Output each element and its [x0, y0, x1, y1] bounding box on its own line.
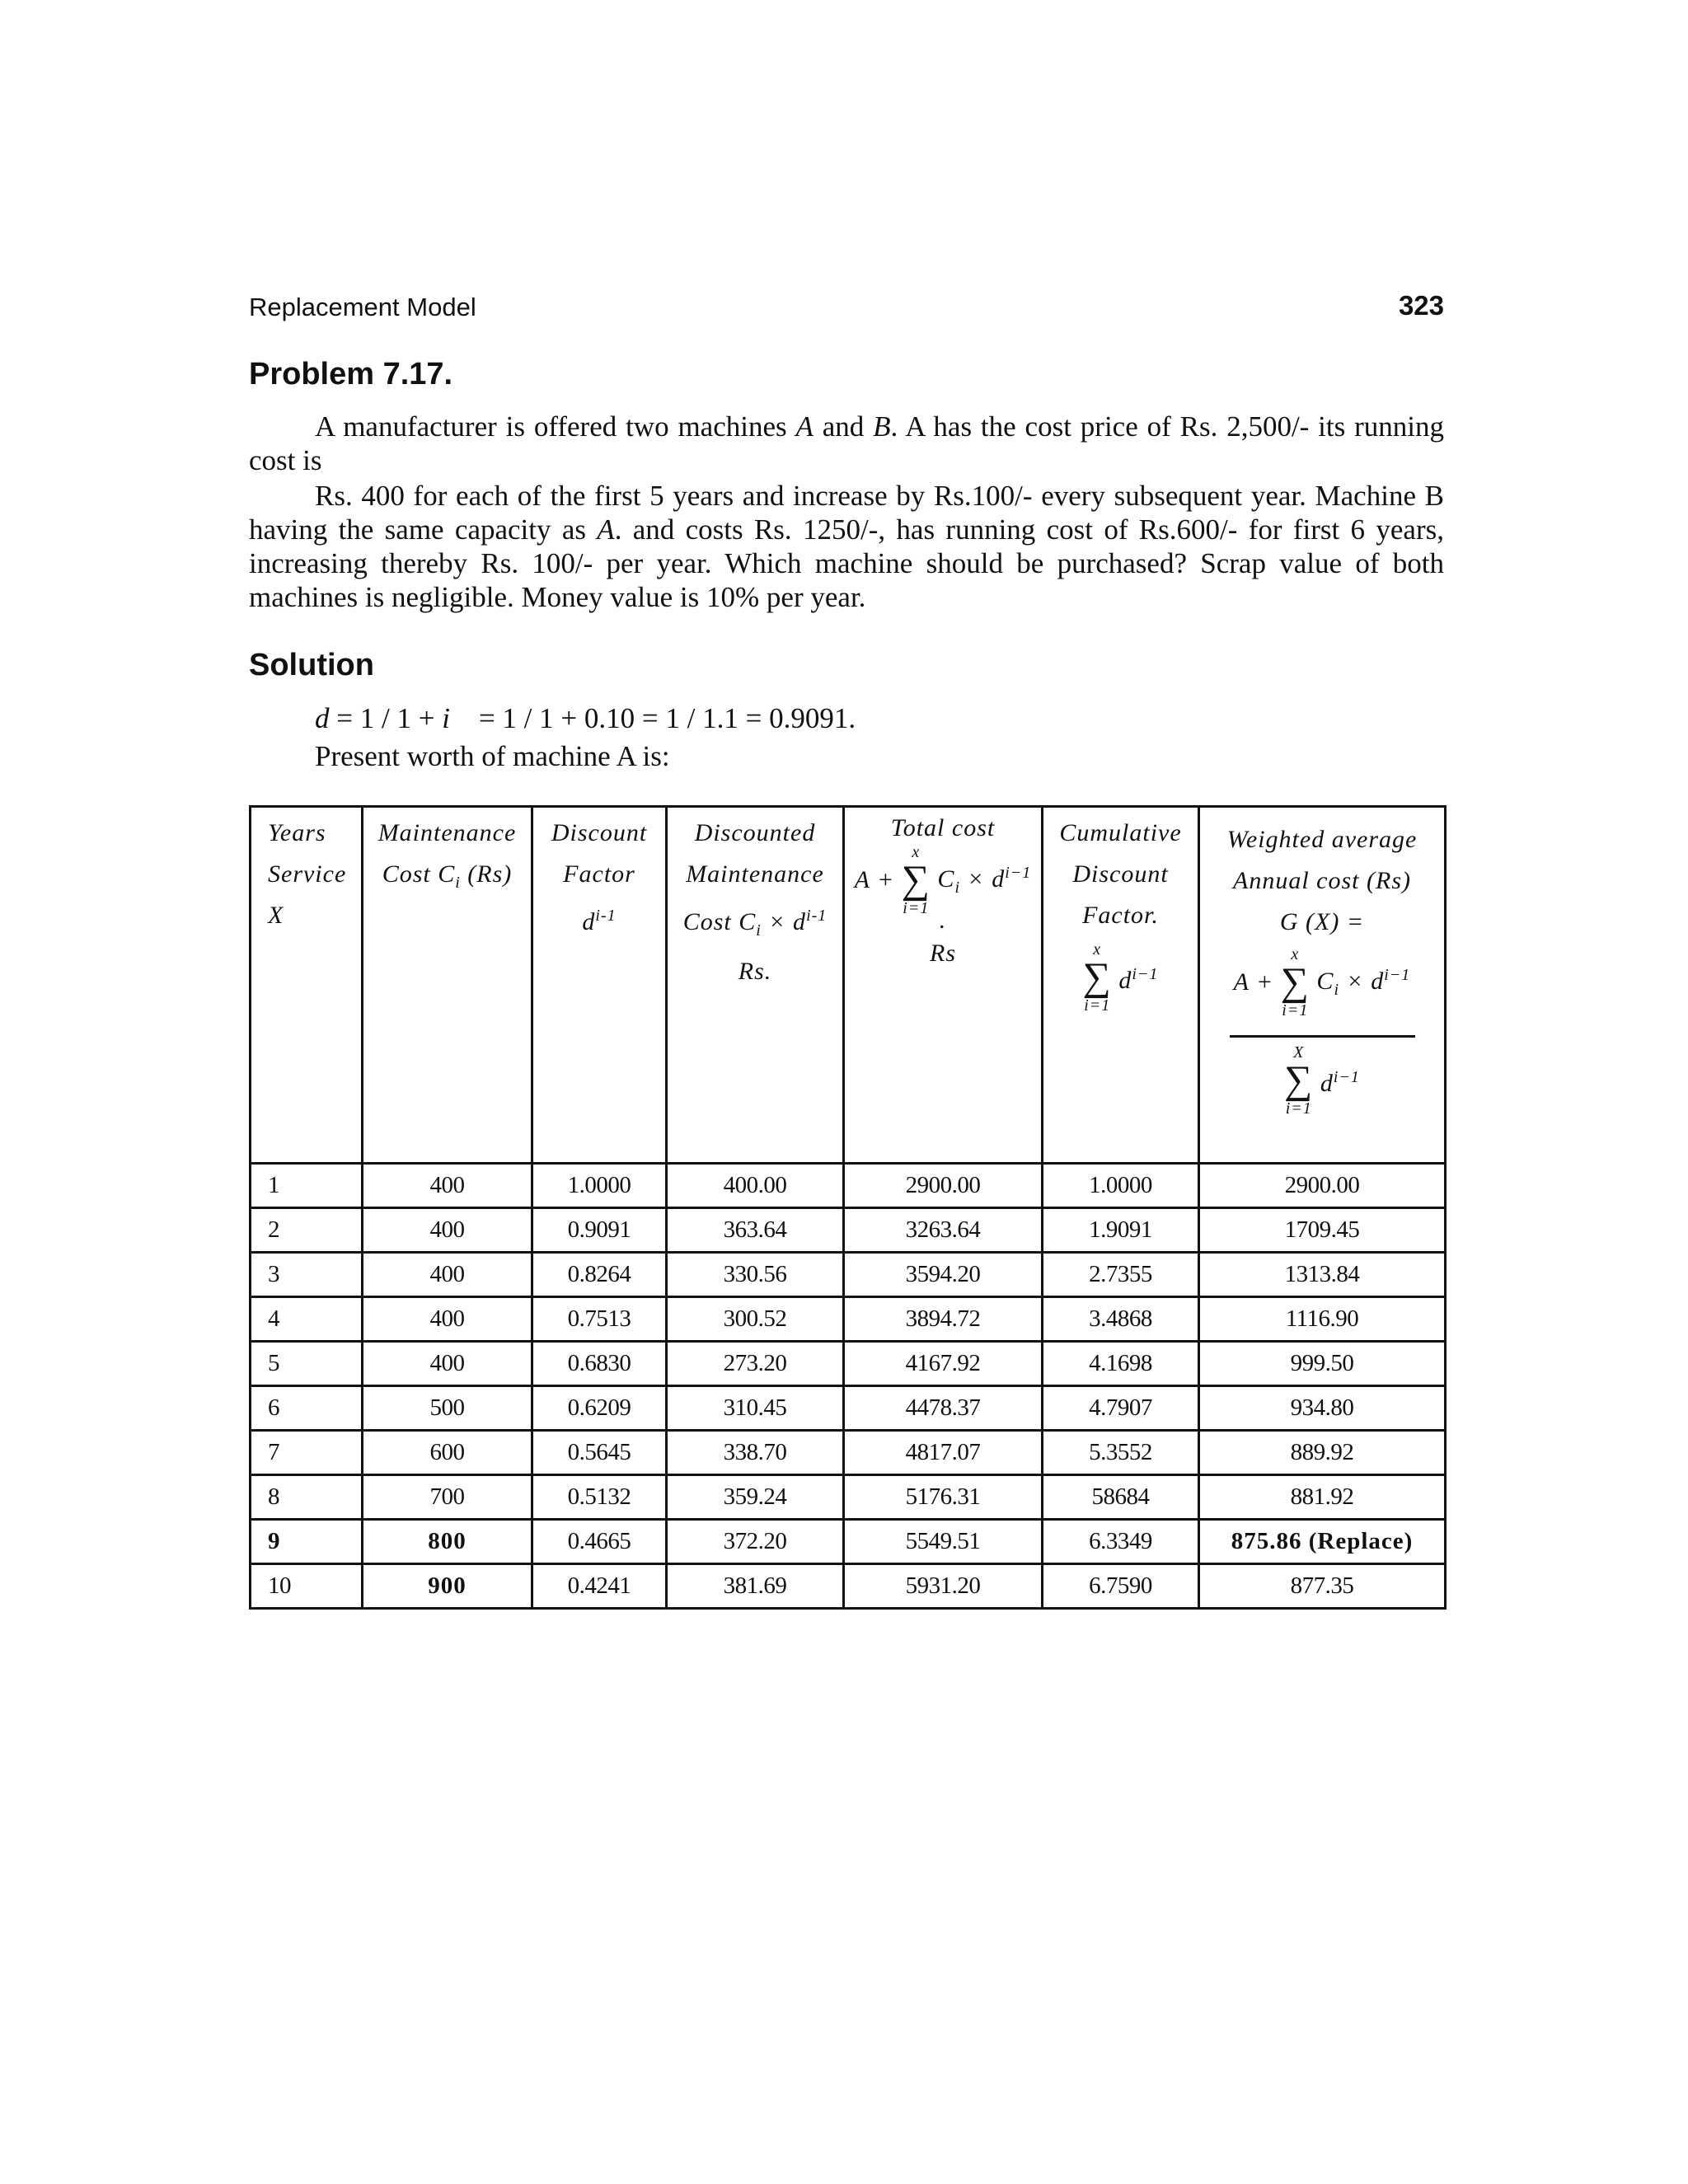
header-discounted-maintenance: Discounted Maintenance Cost $C_i \times d^{i-1}$ Rs. [667, 807, 844, 1164]
table-row [251, 1564, 1446, 1609]
present-worth-table [249, 805, 1447, 1610]
cell-factor: 0.5132 [532, 1475, 667, 1520]
cell-factor: 0.8264 [532, 1253, 667, 1297]
sigma-symbol: ∑ [901, 858, 931, 902]
cell-average: 2900.00 [1199, 1164, 1446, 1208]
cumulative-formula: x ∑ i=1 $d^{i-1}$ [1082, 940, 1159, 1015]
cell-discounted: 372.20 [667, 1520, 844, 1564]
cell-year: 3 [251, 1253, 363, 1297]
cell-discounted: 273.20 [667, 1342, 844, 1386]
header-years-service: Years Service X [251, 807, 363, 1164]
cell-cumulative: 58684 [1043, 1475, 1199, 1520]
cell-year: 9 [251, 1520, 363, 1564]
cell-total: 4817.07 [844, 1431, 1043, 1475]
problem-title: Problem 7.17. [249, 357, 453, 391]
cell-cumulative: 4.1698 [1043, 1342, 1199, 1386]
weighted-average-denominator: X ∑ i=1 $d^{i-1}$ [1284, 1043, 1360, 1118]
cell-total: 3594.20 [844, 1253, 1043, 1297]
cell-discounted: 310.45 [667, 1386, 844, 1431]
header-cumulative-discount: Cumulative Discount Factor. x ∑ i=1 $d^{i-1}$ [1043, 807, 1199, 1164]
cell-discounted: 300.52 [667, 1297, 844, 1342]
cell-average: 1313.84 [1199, 1253, 1446, 1297]
cell-year: 1 [251, 1164, 363, 1208]
cell-average: 889.92 [1199, 1431, 1446, 1475]
cell-factor: 0.6209 [532, 1386, 667, 1431]
cell-total: 4478.37 [844, 1386, 1043, 1431]
cell-year: 4 [251, 1297, 363, 1342]
cell-discounted: 363.64 [667, 1208, 844, 1253]
sigma-symbol: ∑ [1082, 955, 1112, 999]
cell-average: 875.86 (Replace) [1199, 1520, 1446, 1564]
cell-cost: 400 [363, 1253, 532, 1297]
cell-cumulative: 4.7907 [1043, 1386, 1199, 1431]
cell-total: 5176.31 [844, 1475, 1043, 1520]
header-weighted-average: Weighted average Annual cost (Rs) G (X) = A + x ∑ i=1 $C_i \times d^{i-1}$ X ∑ i=1 $d^{i-1}$ [1199, 807, 1446, 1164]
cell-year: 8 [251, 1475, 363, 1520]
cell-factor: 0.4665 [532, 1520, 667, 1564]
cell-cost: 500 [363, 1386, 532, 1431]
cell-factor: 0.5645 [532, 1431, 667, 1475]
table-row [251, 1386, 1446, 1431]
cell-cost: 600 [363, 1431, 532, 1475]
cell-cumulative: 3.4868 [1043, 1297, 1199, 1342]
table-row [251, 1297, 1446, 1342]
cell-average: 1709.45 [1199, 1208, 1446, 1253]
cell-average: 999.50 [1199, 1342, 1446, 1386]
cell-total: 3263.64 [844, 1208, 1043, 1253]
cell-cumulative: 6.3349 [1043, 1520, 1199, 1564]
header-discount-factor: Discount Factor $d^{i-1}$ [532, 807, 667, 1164]
total-cost-formula: A + x ∑ i=1 $C_i \times d^{i-1}$ [854, 843, 1032, 917]
weighted-average-numerator: A + x ∑ i=1 $C_i \times d^{i-1}$ [1233, 945, 1411, 1019]
cell-total: 2900.00 [844, 1164, 1043, 1208]
cell-cost: 400 [363, 1164, 532, 1208]
cell-year: 10 [251, 1564, 363, 1609]
table-row [251, 1342, 1446, 1386]
cell-factor: 1.0000 [532, 1164, 667, 1208]
cell-cumulative: 5.3552 [1043, 1431, 1199, 1475]
cell-discounted: 338.70 [667, 1431, 844, 1475]
cell-total: 5931.20 [844, 1564, 1043, 1609]
cell-factor: 0.6830 [532, 1342, 667, 1386]
problem-paragraph-2: Rs. 400 for each of the first 5 years and increase by Rs.100/- every subsequent year. Machine B having the same capacity as A. and costs Rs. 1250/-, has running cost of Rs.600/- for first 6 years, increasing thereby Rs. 100/- per year. Which machine should be purchased? Scrap value of both machines is negligible. Money value is 10% per year. [249, 480, 1444, 613]
table-row-replace [251, 1520, 1446, 1564]
cell-cost: 900 [363, 1564, 532, 1609]
present-worth-label: Present worth of machine A is: [315, 740, 670, 772]
cell-discounted: 330.56 [667, 1253, 844, 1297]
table-row [251, 1475, 1446, 1520]
table-row [251, 1164, 1446, 1208]
cell-average: 934.80 [1199, 1386, 1446, 1431]
cell-discounted: 359.24 [667, 1475, 844, 1520]
cell-factor: 0.4241 [532, 1564, 667, 1609]
header-total-cost: Total cost A + x ∑ i=1 $C_i \times d^{i-1}$ . Rs [844, 807, 1043, 1164]
cell-factor: 0.9091 [532, 1208, 667, 1253]
cell-average: 1116.90 [1199, 1297, 1446, 1342]
cell-cost: 400 [363, 1297, 532, 1342]
problem-statement [249, 410, 1444, 614]
cell-cost: 700 [363, 1475, 532, 1520]
table-row [251, 1431, 1446, 1475]
cell-cumulative: 6.7590 [1043, 1564, 1199, 1609]
cell-cost: 800 [363, 1520, 532, 1564]
fraction-bar [1230, 1035, 1415, 1038]
page-number: 323 [1398, 290, 1444, 321]
cell-cost: 400 [363, 1208, 532, 1253]
cell-year: 5 [251, 1342, 363, 1386]
header-maintenance-cost: Maintenance Cost $C_i$ (Rs) [363, 807, 532, 1164]
cell-discounted: 400.00 [667, 1164, 844, 1208]
cell-discounted: 381.69 [667, 1564, 844, 1609]
cell-average: 881.92 [1199, 1475, 1446, 1520]
table-row [251, 1253, 1446, 1297]
cell-cost: 400 [363, 1342, 532, 1386]
cell-average: 877.35 [1199, 1564, 1446, 1609]
solution-title: Solution [249, 648, 374, 682]
cell-total: 4167.92 [844, 1342, 1043, 1386]
discount-factor-equation: d = 1 / 1 + i = 1 / 1 + 0.10 = 1 / 1.1 = 0.9091. [315, 702, 856, 734]
running-header-title: Replacement Model [249, 293, 476, 321]
sigma-symbol: ∑ [1284, 1058, 1314, 1102]
cell-cumulative: 1.0000 [1043, 1164, 1199, 1208]
cell-year: 2 [251, 1208, 363, 1253]
cell-cumulative: 2.7355 [1043, 1253, 1199, 1297]
sigma-symbol: ∑ [1280, 960, 1310, 1004]
cell-cumulative: 1.9091 [1043, 1208, 1199, 1253]
cell-year: 6 [251, 1386, 363, 1431]
cell-total: 5549.51 [844, 1520, 1043, 1564]
table-header-row [251, 807, 1446, 1164]
table-row [251, 1208, 1446, 1253]
cell-year: 7 [251, 1431, 363, 1475]
cell-total: 3894.72 [844, 1297, 1043, 1342]
problem-paragraph-1: A manufacturer is offered two machines A and B. A has the cost price of Rs. 2,500/- its running cost is [249, 410, 1444, 476]
cell-factor: 0.7513 [532, 1297, 667, 1342]
